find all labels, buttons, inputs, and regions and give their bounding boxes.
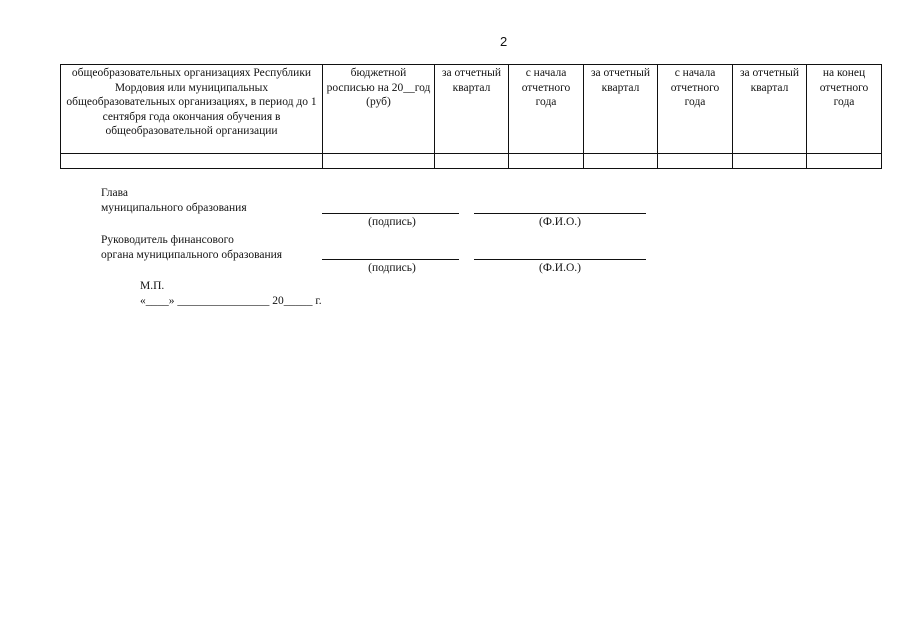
header-cell-quarter-2: за отчетный квартал: [584, 65, 658, 154]
finance-name-caption: (Ф.И.О.): [539, 262, 581, 274]
page-number: 2: [500, 34, 508, 49]
finance-signature-line[interactable]: [322, 259, 459, 260]
finance-name-line[interactable]: [474, 259, 646, 260]
head-signature-line[interactable]: [322, 213, 459, 214]
header-cell-year-start-2: с начала отчетного года: [658, 65, 733, 154]
head-signature-caption: (подпись): [368, 216, 416, 228]
date-line[interactable]: «____» ________________ 20_____ г.: [140, 295, 322, 307]
report-table: [60, 64, 882, 169]
table-row: [61, 154, 882, 169]
table-cell[interactable]: [61, 154, 323, 169]
header-cell-quarter-1: за отчетный квартал: [435, 65, 509, 154]
head-name-caption: (Ф.И.О.): [539, 216, 581, 228]
header-cell-organizations: общеобразовательных организациях Республики Мордовия или муниципальных общеобразовательных организациях, в период до 1 сентября года окончания обучения в общеобразовательной организации: [61, 65, 323, 154]
table-header-row: [61, 65, 882, 154]
head-title-line1: Глава: [101, 187, 129, 199]
header-cell-year-start-1: с начала отчетного года: [509, 65, 584, 154]
header-cell-quarter-3: за отчетный квартал: [733, 65, 807, 154]
finance-signature-caption: (подпись): [368, 262, 416, 274]
table-cell[interactable]: [658, 154, 733, 169]
stamp-place-label: М.П.: [140, 280, 165, 292]
header-cell-budget-list: бюджетной росписью на 20__год (руб): [323, 65, 435, 154]
table-cell[interactable]: [807, 154, 882, 169]
head-title-line2: муниципального образования: [101, 202, 247, 214]
finance-title-line2: органа муниципального образования: [101, 249, 283, 261]
table-cell[interactable]: [435, 154, 509, 169]
header-cell-year-end: на конец отчетного года: [807, 65, 882, 154]
finance-title-line1: Руководитель финансового: [101, 234, 234, 246]
head-name-line[interactable]: [474, 213, 646, 214]
table-cell[interactable]: [584, 154, 658, 169]
table-cell[interactable]: [323, 154, 435, 169]
table-cell[interactable]: [509, 154, 584, 169]
table-cell[interactable]: [733, 154, 807, 169]
